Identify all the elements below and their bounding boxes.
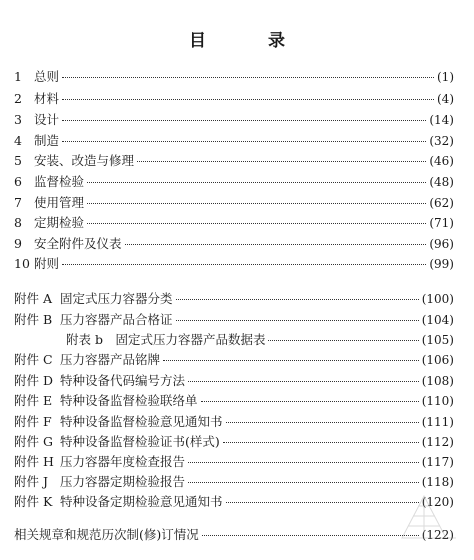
page-number: (105) xyxy=(421,333,454,347)
appendix-label: 附表 b 固定式压力容器产品数据表 xyxy=(66,332,266,347)
dot-leader xyxy=(163,360,419,361)
appendix-label: 特种设备定期检验意见通知书 xyxy=(60,494,223,509)
dot-leader xyxy=(137,161,426,162)
dot-leader xyxy=(201,401,419,402)
chapter-label: 监督检验 xyxy=(34,174,85,189)
chapter-number: 10 xyxy=(14,256,30,271)
appendix-code: 附件 A xyxy=(14,291,53,306)
page-number: (108) xyxy=(421,374,454,388)
dot-leader xyxy=(226,422,419,423)
dot-leader xyxy=(87,182,426,183)
appendix-code: 附件 C xyxy=(14,352,53,367)
toc-entry-9 xyxy=(14,234,454,253)
chapter-number: 6 xyxy=(14,174,22,189)
dot-leader xyxy=(62,120,426,121)
page-number: (100) xyxy=(421,292,454,306)
appendix-label: 特种设备监督检验意见通知书 xyxy=(60,414,223,429)
chapter-label: 安装、改造与修理 xyxy=(34,153,135,168)
chapter-number: 5 xyxy=(14,153,22,168)
appendix-label: 特种设备代码编号方法 xyxy=(60,373,186,388)
appendix-label: 压力容器年度检查报告 xyxy=(60,454,186,469)
chapter-label: 制造 xyxy=(34,133,60,148)
dot-leader xyxy=(87,223,426,224)
page-number: (71) xyxy=(429,216,454,230)
chapter-number: 4 xyxy=(14,133,22,148)
appendix-label: 固定式压力容器分类 xyxy=(60,291,173,306)
chapter-number: 3 xyxy=(14,112,22,127)
dot-leader xyxy=(62,264,426,265)
dot-leader xyxy=(223,442,419,443)
dot-leader xyxy=(202,535,419,536)
chapter-label: 使用管理 xyxy=(34,195,85,210)
toc-entry-10 xyxy=(14,254,454,273)
chapter-number: 1 xyxy=(14,69,22,84)
appendix-entry-b xyxy=(14,310,454,329)
page-number: (110) xyxy=(421,394,454,408)
page-number: (14) xyxy=(429,113,454,127)
appendix-entry-f xyxy=(14,412,454,431)
appendix-code: 附件 K xyxy=(14,494,53,509)
appendix-code: 附件 F xyxy=(14,414,52,429)
dot-leader xyxy=(176,299,419,300)
appendix-entry-g xyxy=(14,432,454,451)
toc-entry-8 xyxy=(14,213,454,232)
chapter-label: 定期检验 xyxy=(34,215,85,230)
dot-leader xyxy=(62,99,434,100)
appendix-entry-a xyxy=(14,289,454,308)
page-number: (62) xyxy=(429,196,454,210)
chapter-label: 材料 xyxy=(34,91,60,106)
appendix-code: 附件 J xyxy=(14,474,48,489)
toc-entry-6 xyxy=(14,172,454,191)
appendix-label: 压力容器定期检验报告 xyxy=(60,474,186,489)
appendix-code: 附件 G xyxy=(14,434,53,449)
appendix-label: 特种设备监督检验联络单 xyxy=(60,393,198,408)
page-title: 目 录 xyxy=(189,31,313,51)
page-number: (122) xyxy=(421,528,454,542)
appendix-label: 特种设备监督检验证书(样式) xyxy=(60,434,220,449)
appendix-code: 附件 D xyxy=(14,373,53,388)
appendix-label: 压力容器产品铭牌 xyxy=(60,352,161,367)
appendix-entry-h xyxy=(14,452,454,471)
chapter-label: 安全附件及仪表 xyxy=(34,236,122,251)
dot-leader xyxy=(62,77,434,78)
appendix-entry-e xyxy=(14,391,454,410)
appendix-entry-k xyxy=(14,492,454,511)
revision-history-label: 相关规章和规范历次制(修)订情况 xyxy=(14,527,199,542)
dot-leader xyxy=(188,482,419,483)
page-number: (120) xyxy=(421,495,454,509)
chapter-label: 附则 xyxy=(34,256,60,271)
page-number: (112) xyxy=(421,435,454,449)
dot-leader xyxy=(87,203,426,204)
appendix-label: 压力容器产品合格证 xyxy=(60,312,173,327)
chapter-number: 2 xyxy=(14,91,22,106)
building-watermark-icon xyxy=(394,486,464,546)
page-number: (46) xyxy=(429,154,454,168)
dot-leader xyxy=(188,462,419,463)
page-number: (117) xyxy=(421,455,454,469)
toc-entry-1 xyxy=(14,67,454,86)
toc-entry-7 xyxy=(14,193,454,212)
chapter-number: 8 xyxy=(14,215,22,230)
page-number: (96) xyxy=(429,237,454,251)
appendix-entry-d xyxy=(14,371,454,390)
chapter-label: 总则 xyxy=(34,69,60,84)
dot-leader xyxy=(62,141,426,142)
dot-leader xyxy=(268,340,418,341)
chapter-number: 7 xyxy=(14,195,22,210)
page-number: (32) xyxy=(429,134,454,148)
appendix-entry-j xyxy=(14,472,454,491)
appendix-code: 附件 E xyxy=(14,393,53,408)
appendix-code: 附件 H xyxy=(14,454,54,469)
chapter-label: 设计 xyxy=(34,112,60,127)
chapter-number: 9 xyxy=(14,236,22,251)
appendix-entry-b-table xyxy=(66,330,454,349)
page-number: (4) xyxy=(437,92,454,106)
page-number: (1) xyxy=(437,70,454,84)
page-number: (111) xyxy=(421,415,454,429)
toc-entry-5 xyxy=(14,151,454,170)
appendix-code: 附件 B xyxy=(14,312,53,327)
toc-entry-4 xyxy=(14,131,454,150)
toc-entry-2 xyxy=(14,89,454,108)
toc-entry-revision-history xyxy=(14,525,454,544)
page-number: (99) xyxy=(429,257,454,271)
dot-leader xyxy=(176,320,419,321)
page-number: (118) xyxy=(421,475,454,489)
appendix-entry-c xyxy=(14,350,454,369)
page-number: (104) xyxy=(421,313,454,327)
toc-entry-3 xyxy=(14,110,454,129)
dot-leader xyxy=(226,502,419,503)
dot-leader xyxy=(188,381,419,382)
page-number: (48) xyxy=(429,175,454,189)
page-number: (106) xyxy=(421,353,454,367)
dot-leader xyxy=(125,244,427,245)
